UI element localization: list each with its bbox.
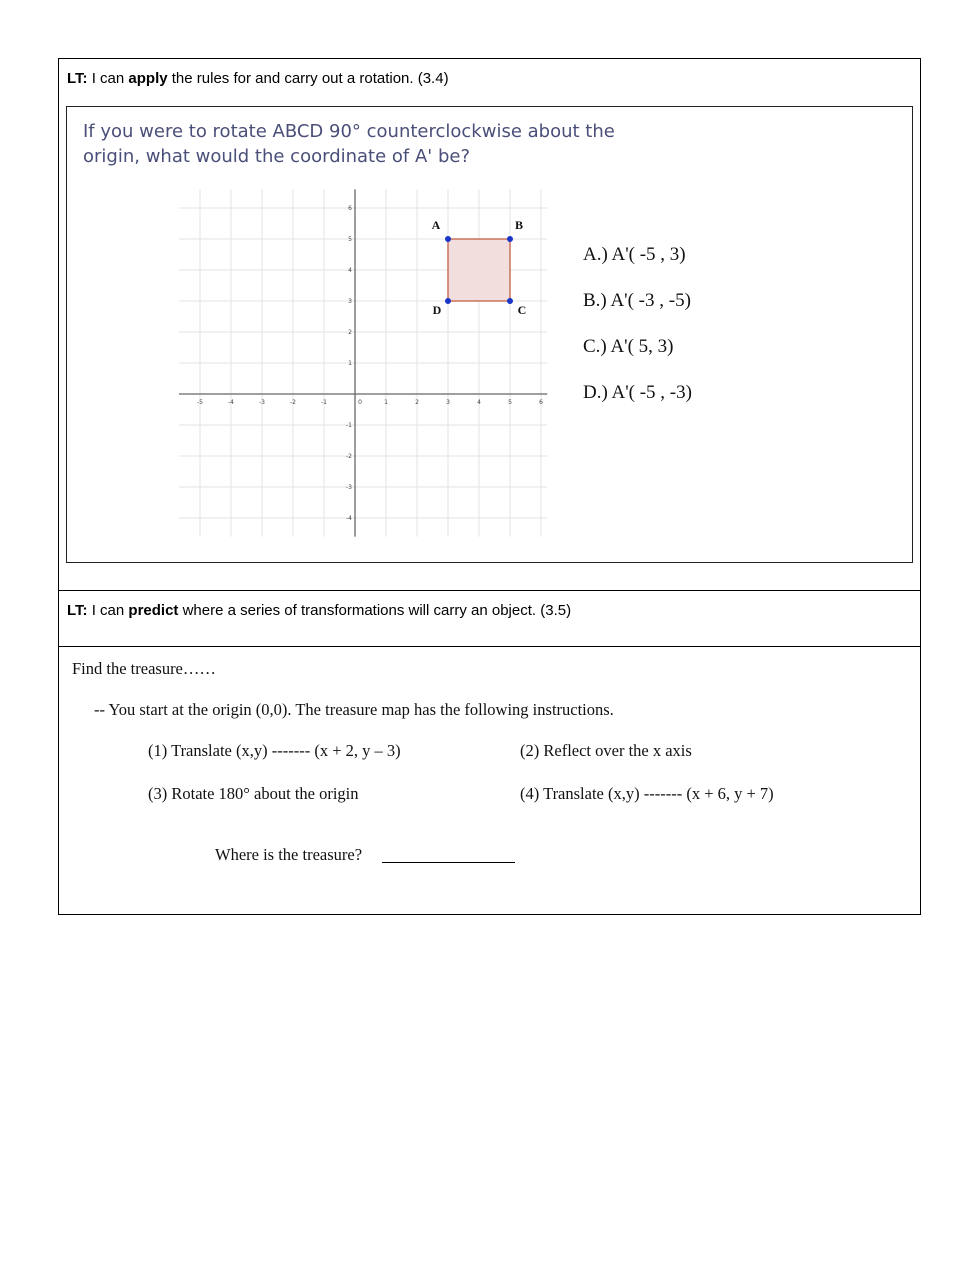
worksheet-table bbox=[58, 58, 921, 915]
y-tick-label: 5 bbox=[348, 236, 352, 243]
point-c bbox=[507, 298, 513, 304]
x-tick-label: -4 bbox=[228, 399, 234, 406]
x-tick-label: -3 bbox=[259, 399, 265, 406]
lt-text-post: where a series of transformations will carry an object. (3.5) bbox=[178, 602, 572, 619]
step-1: (1) Translate (x,y) ------- (x + 2, y – 3) bbox=[148, 741, 401, 760]
point-label-c: C bbox=[517, 303, 527, 317]
x-tick-label: 6 bbox=[539, 399, 543, 406]
step-4: (4) Translate (x,y) ------- (x + 6, y + 7) bbox=[520, 784, 774, 803]
x-tick-label: -1 bbox=[321, 399, 327, 406]
point-label-d: D bbox=[432, 303, 442, 317]
y-tick-label: -3 bbox=[346, 484, 352, 491]
y-tick-label: 3 bbox=[348, 298, 352, 305]
point-label-b: B bbox=[514, 218, 524, 232]
x-tick-label: -5 bbox=[197, 399, 203, 406]
x-tick-label: -2 bbox=[290, 399, 296, 406]
row-divider bbox=[59, 590, 920, 591]
row-divider bbox=[59, 646, 920, 647]
lt-text-post: the rules for and carry out a rotation. (3.4) bbox=[167, 70, 449, 87]
lt-keyword-predict: predict bbox=[128, 602, 179, 619]
question-box bbox=[66, 106, 913, 563]
lt-keyword-apply: apply bbox=[128, 70, 168, 87]
treasure-heading: Find the treasure…… bbox=[72, 659, 216, 678]
x-tick-label: 1 bbox=[384, 399, 388, 406]
step-3: (3) Rotate 180° about the origin bbox=[148, 784, 359, 803]
y-tick-label: 2 bbox=[348, 329, 352, 336]
point-a bbox=[445, 236, 451, 242]
question-text bbox=[83, 119, 683, 169]
x-tick-label: 3 bbox=[446, 399, 450, 406]
choice-c[interactable]: C.) A'( 5, 3) bbox=[583, 336, 674, 357]
treasure-intro: -- You start at the origin (0,0). The treasure map has the following instructions. bbox=[94, 700, 614, 719]
question-line-1: If you were to rotate ABCD 90° counterclockwise about the bbox=[83, 121, 615, 142]
x-tick-label: 0 bbox=[358, 399, 362, 406]
treasure-question: Where is the treasure? bbox=[215, 845, 363, 864]
learning-target-2 bbox=[67, 602, 571, 619]
choice-b[interactable]: B.) A'( -3 , -5) bbox=[583, 290, 691, 311]
coordinate-graph bbox=[179, 189, 559, 549]
learning-target-1 bbox=[67, 70, 449, 87]
y-tick-label: 6 bbox=[348, 205, 352, 212]
x-tick-label: 4 bbox=[477, 399, 481, 406]
x-tick-label: 5 bbox=[508, 399, 512, 406]
choice-d[interactable]: D.) A'( -5 , -3) bbox=[583, 382, 692, 403]
lt-text-pre: I can bbox=[87, 70, 129, 87]
x-tick-label: 2 bbox=[415, 399, 419, 406]
y-tick-label: -2 bbox=[346, 453, 352, 460]
square-abcd bbox=[448, 239, 510, 301]
point-b bbox=[507, 236, 513, 242]
y-tick-label: 4 bbox=[348, 267, 352, 274]
lt-prefix: LT: bbox=[67, 602, 88, 619]
lt-prefix: LT: bbox=[67, 70, 88, 87]
y-tick-label: 1 bbox=[348, 360, 352, 367]
point-label-a: A bbox=[431, 218, 441, 232]
choice-a[interactable]: A.) A'( -5 , 3) bbox=[583, 244, 686, 265]
y-tick-label: -1 bbox=[346, 422, 352, 429]
lt-text-pre: I can bbox=[87, 602, 129, 619]
point-d bbox=[445, 298, 451, 304]
answer-blank[interactable] bbox=[382, 862, 515, 863]
question-line-2: origin, what would the coordinate of A' be? bbox=[83, 146, 471, 167]
y-tick-label: -4 bbox=[346, 515, 352, 522]
step-2: (2) Reflect over the x axis bbox=[520, 741, 692, 760]
